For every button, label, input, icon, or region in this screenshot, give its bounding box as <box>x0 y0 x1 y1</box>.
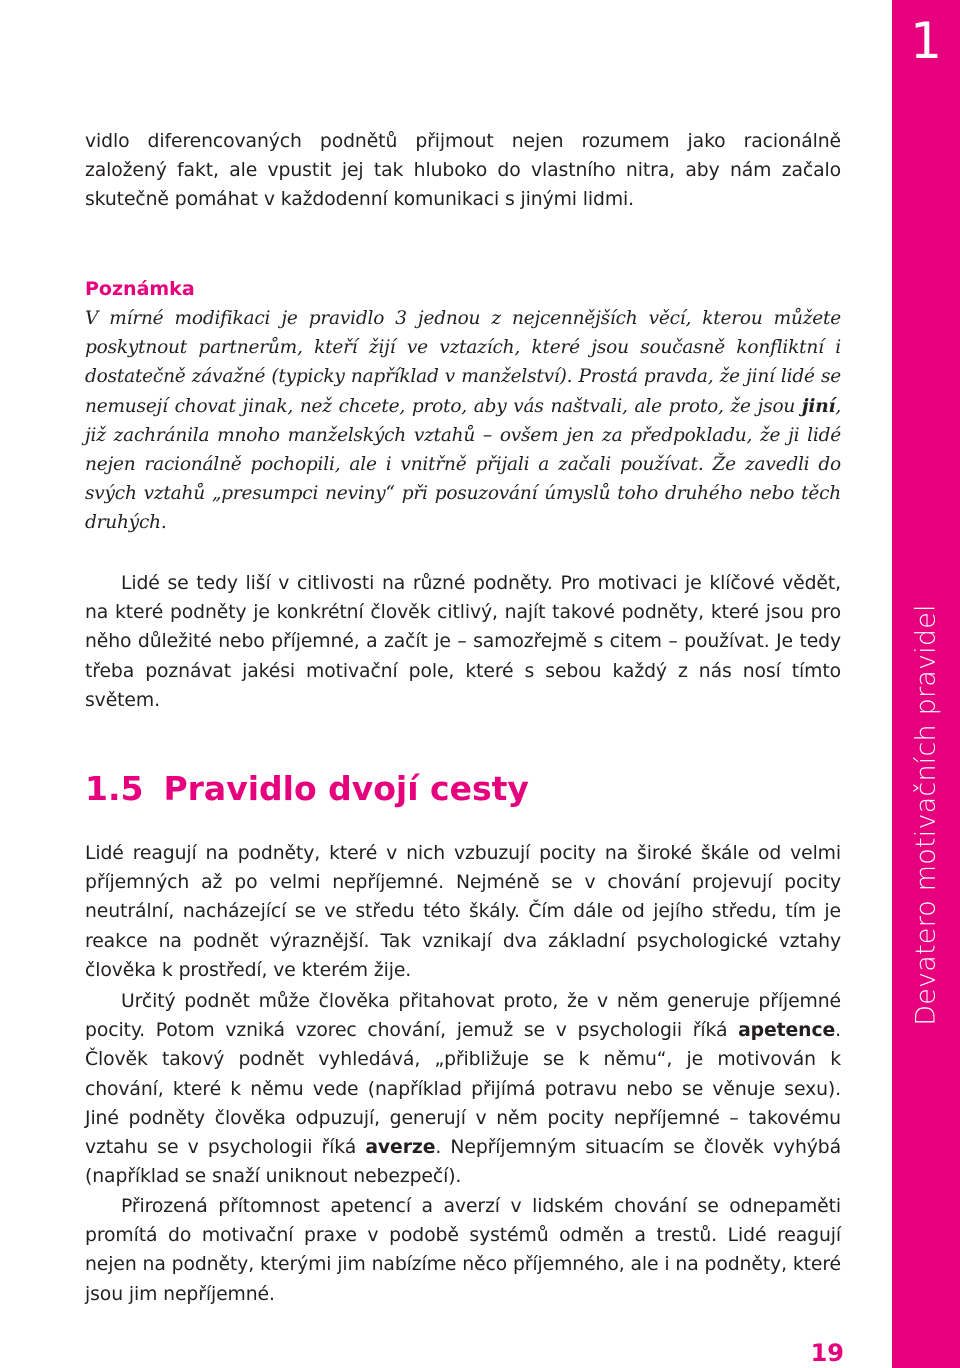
term-apetence: apetence <box>738 1020 836 1042</box>
note-text-after: , již zachránila mnoho manželských vztahů – ovšem jen za předpokladu, že ji lidé nejen racionálně pochopili, ale i vnitřně přijali a začali používat. Že zavedli do svých vztahů „presumpci neviny“ při posuzování úmyslů toho druhého nebo těch druhých. <box>85 395 841 534</box>
intro-paragraph: vidlo diferencovaných podnětů přijmout nejen rozumem jako racionálně založený fakt, ale vpustit jej tak hluboko do vlastního nitra, aby nám začalo skutečně pomáhat v každodenní komunikaci s jinými lidmi. <box>85 131 841 211</box>
paragraph-2-text-3: . Nepříjemným situacím se člověk vyhýbá (například se snaží uniknout nebezpečí). <box>85 1137 841 1188</box>
section-paragraph-3: Přirozená přítomnost apetencí a averzí v lidském chování se odnepaměti promítá do motivační praxe v podobě systémů odměn a trestů. Lidé reagují nejen na podněty, kterými jim nabízíme něco příjemného, ale i na podněty, které jsou jim nepříjemné. <box>85 1196 841 1305</box>
note-heading: Poznámka <box>85 278 195 300</box>
chapter-title: Devatero motivačních pravidel <box>910 604 942 1026</box>
sensitivity-paragraph: Lidé se tedy liší v citlivosti na různé podněty. Pro motivaci je klíčové vědět, na které podněty je konkrétní člověk citlivý, najít takové podněty, které jsou pro něho důležité nebo příjemné, a začít je – samozřejmě s citem – používat. Je tedy třeba poznávat jakési motivační pole, které s sebou každý z nás nosí tímto světem. <box>85 573 841 711</box>
paragraph-2-text-2: . Člověk takový podnět vyhledává, „přibližuje se k němu“, je motivován k chování, které k němu vede (například přijímá potravu nebo se věnuje sexu). Jiné podněty člověka odpuzují, generují v něm pocity nepříjemné – takovému vztahu se v psychologii říká <box>85 1020 841 1159</box>
term-averze: averze <box>365 1137 436 1159</box>
section-number: 1.5 <box>85 769 144 808</box>
page-number: 19 <box>810 1339 844 1367</box>
note-text-before: V mírné modifikaci je pravidlo 3 jednou z nejcennějších věcí, kterou můžete poskytnout partnerům, kteří žijí ve vztazích, které jsou současně konfliktní i dostatečně závažné (typicky například v manželství). Prostá pravda, že jiní lidé se nemusejí chovat jinak, než chcete, proto, aby vás naštvali, ale proto, že jsou <box>85 308 841 417</box>
section-title: Pravidlo dvojí cesty <box>163 769 529 808</box>
section-paragraph-2 <box>85 987 841 1191</box>
section-paragraph-1: Lidé reagují na podněty, které v nich vzbuzují pocity na široké škále od velmi příjemných až po velmi nepříjemné. Nejméně se v chování projevují pocity neutrální, nacházející se ve středu této škály. Čím dále od jejího středu, tím je reakce na podnět výraznější. Tak vznikají dva základní psychologické vztahy člověka k prostředí, ve kterém žije. <box>85 843 841 981</box>
note-body <box>85 304 841 538</box>
section-heading <box>85 767 529 811</box>
note-emphasis: jiní <box>801 395 836 417</box>
chapter-number: 1 <box>910 12 942 70</box>
paragraph-2-text-1: Určitý podnět může člověka přitahovat proto, že v něm generuje příjemné pocity. Potom vzniká vzorec chování, jemuž se v psychologii říká <box>85 991 841 1042</box>
